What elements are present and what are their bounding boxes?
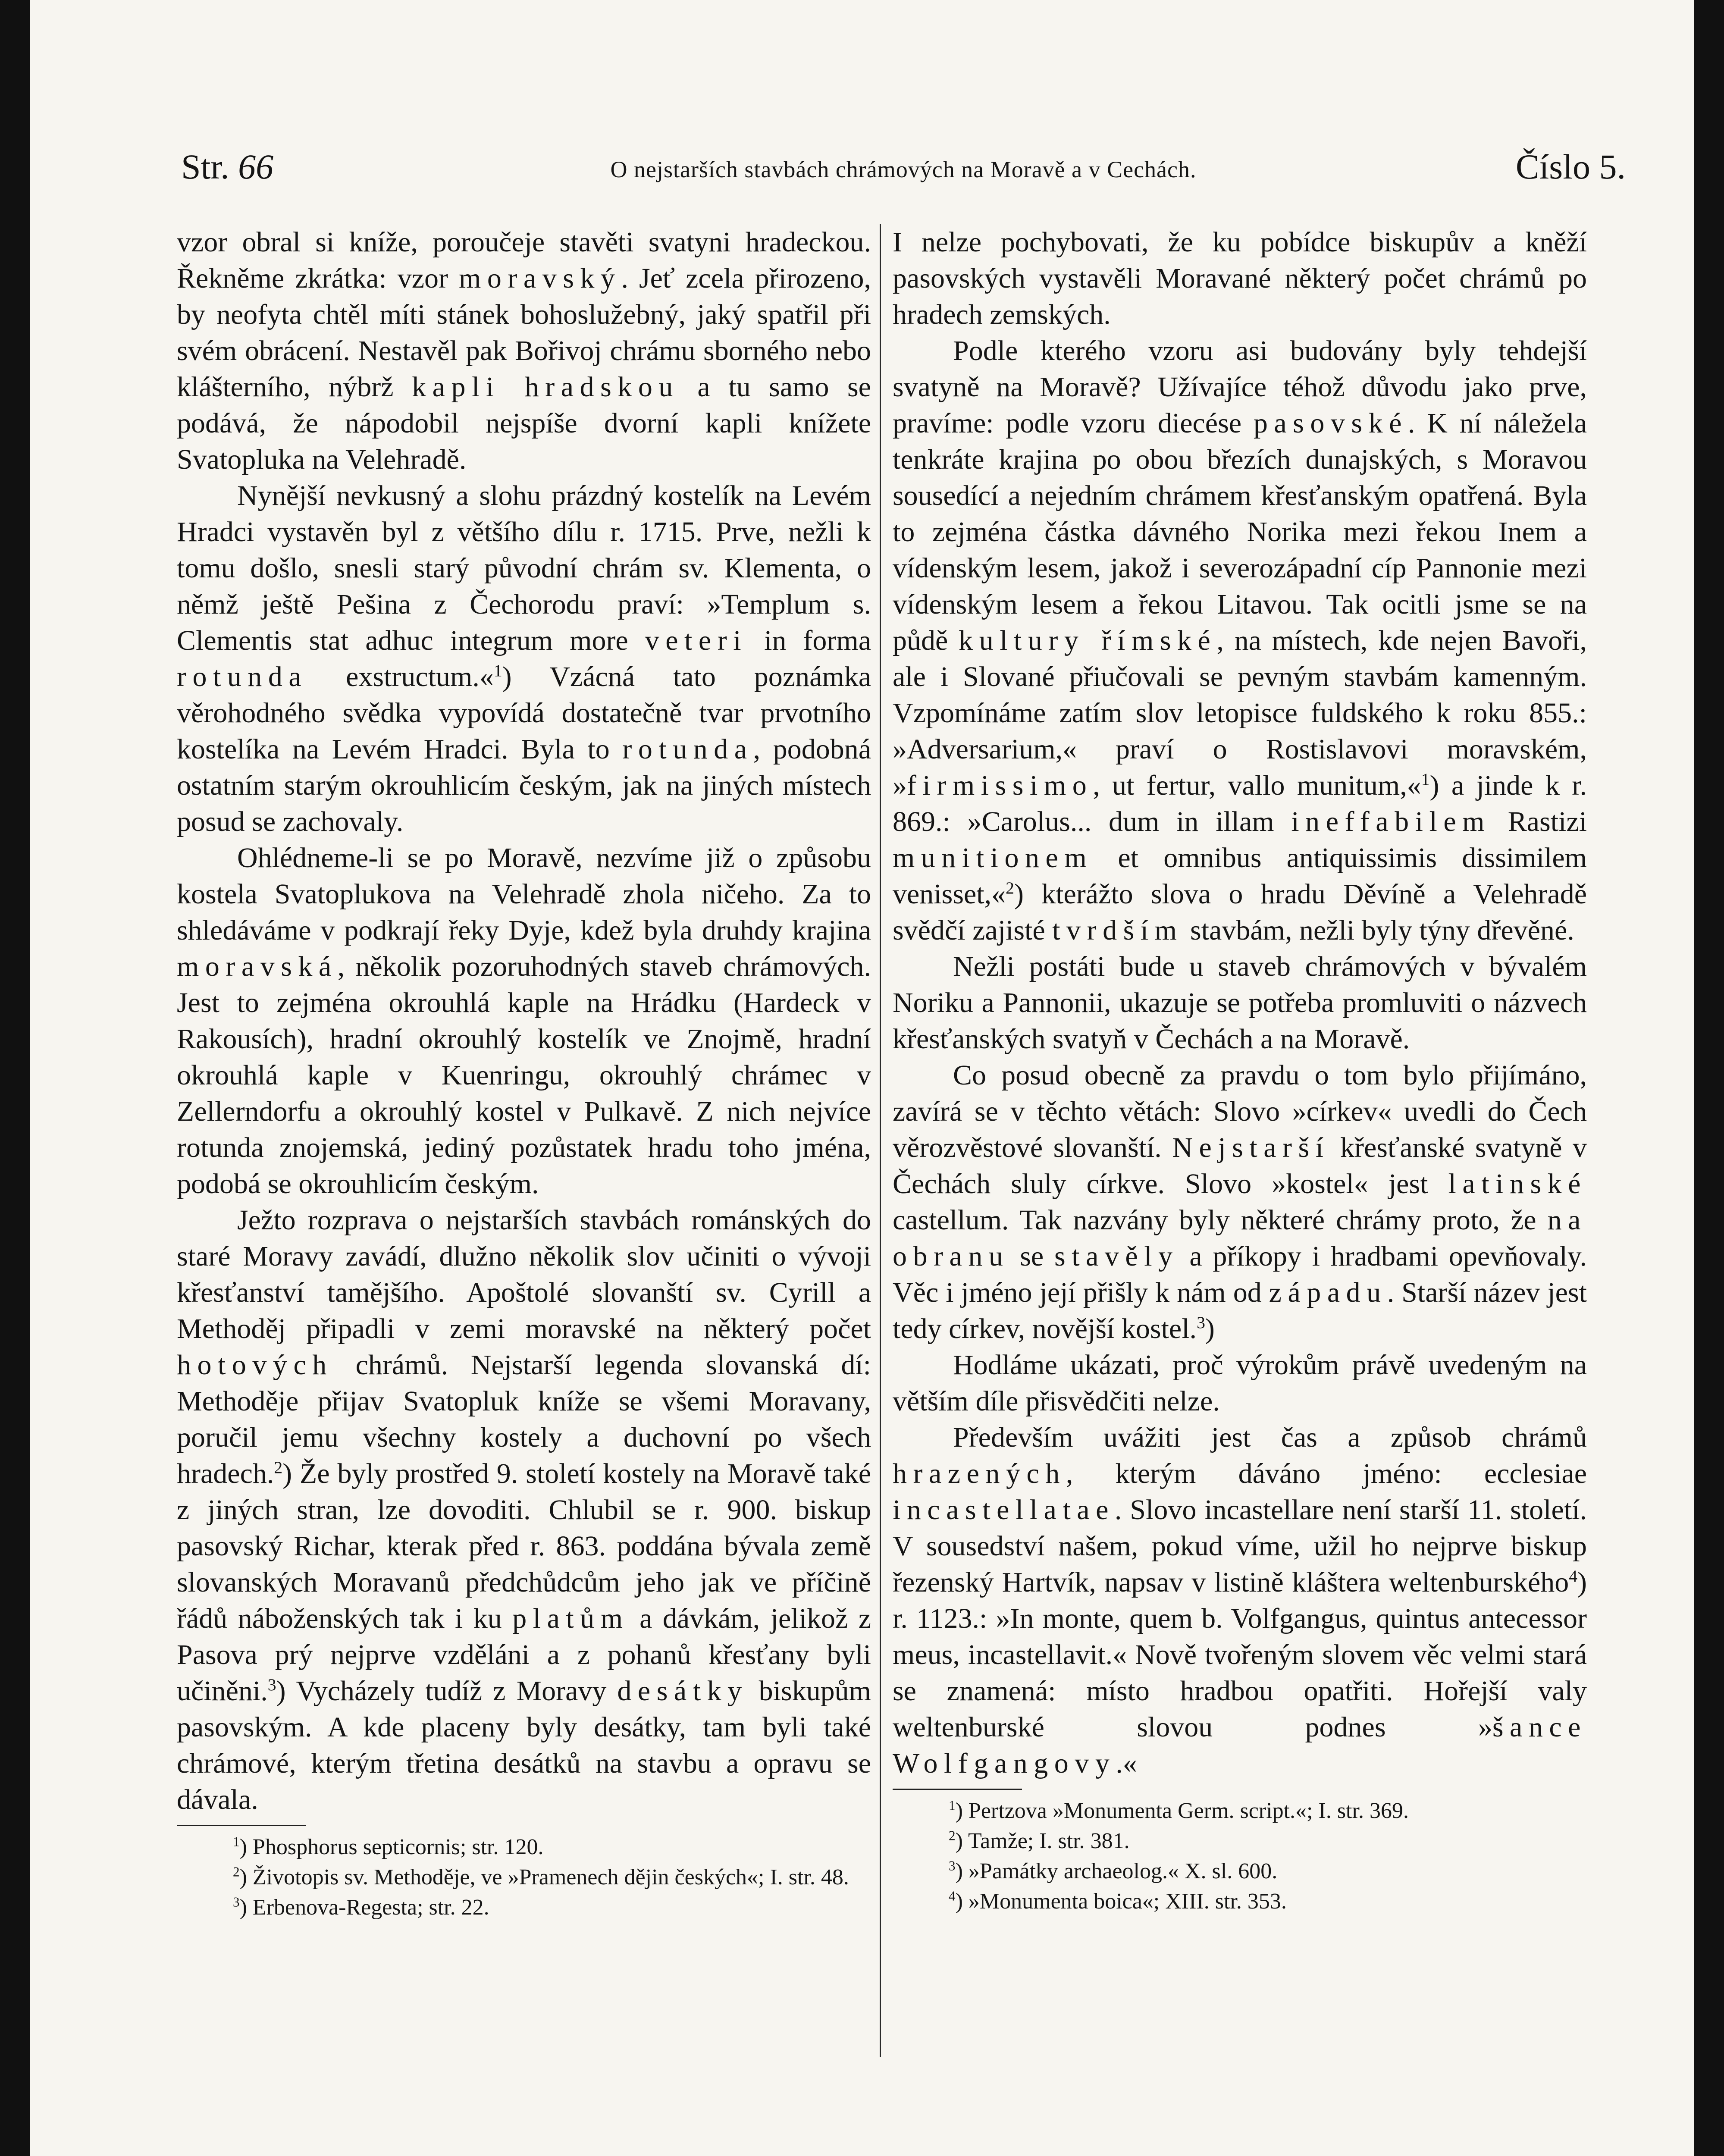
footnote: $^3$) »Památky archaeolog.« X. sl. 600. bbox=[949, 1858, 1278, 1883]
issue-number-value: 5. bbox=[1599, 147, 1626, 186]
page-label: Str. bbox=[181, 147, 229, 186]
footnote-rule bbox=[177, 1825, 306, 1826]
footnotes bbox=[893, 1796, 1587, 1917]
footnote: $^1$) Phosphorus septicornis; str. 120. bbox=[233, 1834, 544, 1859]
footnotes bbox=[177, 1832, 871, 1923]
issue-number bbox=[1516, 147, 1626, 187]
footnote: $^4$) »Monumenta boica«; XIII. str. 353. bbox=[949, 1888, 1287, 1914]
left-column bbox=[177, 224, 871, 1923]
footnote-rule bbox=[893, 1789, 1022, 1790]
scan-border-left bbox=[0, 0, 30, 2156]
page-number-value: 66 bbox=[238, 147, 274, 186]
paragraph: Hodláme ukázati, proč výrokům právě uvedeným na větším díle přisvědčiti nelze. bbox=[893, 1349, 1587, 1417]
paragraph: Ježto rozprava o nejstarších stavbách románských do staré Moravy zavádí, dlužno několik slov učiniti o vývoji křesťanství tamějšího. Apoštolé slovanští sv. Cyrill a Methoděj připadli v zemi moravské na některý počet hotových chrámů. Nejstarší legenda slovanská dí: Methoděje přijav Svatopluk kníže se všemi Moravany, poručil jemu všechny kostely a duchovní po všech hradech.$^2$) Že byly prostřed 9. století kostely na Moravě také z jiných stran, lze dovoditi. Chlubil se r. 900. biskup pasovský Richar, kterak před r. 863. poddána bývala země slovanských Moravanů předchůdcům jeho jak ve příčině řádů náboženských tak i ku platům a dávkám, jelikož z Pasova prý nejprve vzděláni a z pohanů křesťany byli učiněni.$^3$) Vycházely tudíž z Moravy desátky biskupům pasovským. A kde placeny byly desátky, tam byli také chrámové, kterým třetina desátků na stavbu a opravu se dávala. bbox=[177, 1204, 871, 1815]
issue-label: Číslo bbox=[1515, 147, 1590, 186]
paragraph: Podle kterého vzoru asi budovány byly tehdejší svatyně na Moravě? Užívajíce téhož důvodu jako prve, pravíme: podle vzoru diecése pasovské. K ní náležela tenkráte krajina po obou březích dunajských, s Moravou sousedící a nejedním chrámem křesťanským opatřená. Byla to zejména částka dávného Norika mezi řekou Inem a vídenským lesem, jakož i severozápadní cíp Pannonie mezi vídenským lesem a řekou Litavou. Tak ocitli jsme se na půdě kultury římské, na místech, kde nejen Bavoři, ale i Slované přiučovali se pevným stavbám kamenným. Vzpomínáme zatím slov letopisce fuldského k roku 855.: »Adversarium,« praví o Rostislavovi moravském, »firmissimo, ut fertur, vallo munitum,«$^1$) a jinde k r. 869.: »Carolus... dum in illam ineffabilem Rastizi munitionem et omnibus antiquissimis dissimilem venisset,«$^2$) kterážto slova o hradu Děvíně a Velehradě svědčí zajisté tvrdším stavbám, nežli byly týny dřevěné. bbox=[893, 335, 1587, 946]
page-header bbox=[181, 147, 1626, 198]
scan-border-right bbox=[1694, 0, 1724, 2156]
footnote: $^1$) Pertzova »Monumenta Germ. script.«; I. str. 369. bbox=[949, 1798, 1409, 1823]
running-title: O nejstarších stavbách chrámových na Moravě a v Cechách. bbox=[610, 157, 1197, 182]
footnote-ref: 2 bbox=[274, 1458, 283, 1477]
footnote-ref: 2 bbox=[1006, 878, 1014, 897]
footnote-ref: 3 bbox=[267, 1675, 276, 1694]
paragraph: I nelze pochybovati, že ku pobídce biskupův a kněží pasovských vystavěli Moravané některý počet chrámů po hradech zemských. bbox=[893, 226, 1587, 330]
footnote-ref: 1 bbox=[493, 661, 502, 680]
footnote-ref: 1 bbox=[1421, 770, 1430, 789]
paragraph: Především uvážiti jest čas a způsob chrámů hrazených, kterým dáváno jméno: ecclesiae incastellatae. Slovo incastellare není starší 11. století. V sousedství našem, pokud víme, užil ho nejprve biskup řezenský Hartvík, napsav v listině kláštera weltenburského$^4$) r. 1123.: »In monte, quem b. Volfgangus, quintus antecessor meus, incastellavit.« Nově tvořeným slovem věc velmi stará se znamená: místo hradbou opatřiti. Hořejší valy weltenburské slovou podnes »šance Wolfgangovy.« bbox=[893, 1422, 1587, 1779]
paragraph: vzor obral si kníže, poroučeje stavěti svatyni hradeckou. Řekněme zkrátka: vzor moravský. Jeť zcela přirozeno, by neofyta chtěl míti stánek bohoslužebný, jaký spatřil při svém obrácení. Nestavěl pak Bořivoj chrámu sborného nebo klášterního, nýbrž kapli hradskou a tu samo se podává, že nápodobil nejspíše dvorní kapli knížete Svatopluka na Velehradě. bbox=[177, 226, 871, 475]
footnote: $^3$) Erbenova-Regesta; str. 22. bbox=[233, 1894, 489, 1920]
footnote-ref: 4 bbox=[1569, 1567, 1578, 1586]
paragraph: Ohlédneme-li se po Moravě, nezvíme již o způsobu kostela Svatoplukova na Velehradě zhola ničeho. Za to shledáváme v podkrají řeky Dyje, kdež byla druhdy krajina moravská, několik pozoruhodných staveb chrámových. Jest to zejména okrouhlá kaple na Hrádku (Hardeck v Rakousích), hradní okrouhlý kostelík ve Znojmě, hradní okrouhlá kaple v Kuenringu, okrouhlý chrámec v Zellerndorfu a okrouhlý kostel v Pulkavě. Z nich nejvíce rotunda znojemská, jediný pozůstatek hradu toho jména, podobá se okrouhlicím českým. bbox=[177, 842, 871, 1200]
paragraph: Nežli postáti bude u staveb chrámových v bývalém Noriku a Pannonii, ukazuje se potřeba promluviti o názvech křesťanských svatyň v Čechách a na Moravě. bbox=[893, 951, 1587, 1055]
column-divider bbox=[880, 224, 881, 2057]
right-column bbox=[893, 224, 1587, 1917]
paragraph: Co posud obecně za pravdu o tom bylo přijímáno, zavírá se v těchto větách: Slovo »církev« uvedli do Čech věrozvěstové slovanští. Nejstarší křesťanské svatyně v Čechách sluly církve. Slovo »kostel« jest latinské castellum. Tak nazvány byly některé chrámy proto, že na obranu se stavěly a příkopy i hradbami opevňovaly. Věc i jméno její přišly k nám od západu. Starší název jest tedy církev, novější kostel.$^3$) bbox=[893, 1059, 1587, 1344]
footnote: $^2$) Tamže; I. str. 381. bbox=[949, 1828, 1130, 1853]
footnote-ref: 3 bbox=[1197, 1313, 1205, 1332]
paragraph: Nynější nevkusný a slohu prázdný kostelík na Levém Hradci vystavěn byl z většího dílu r. 1715. Prve, nežli k tomu došlo, snesli starý původní chrám sv. Klementa, o němž ještě Pešina z Čechorodu praví: »Templum s. Clementis stat adhuc integrum more veteri in forma rotunda exstructum.«$^1$) Vzácná tato poznámka věrohodného svědka vypovídá dostatečně tvar prvotního kostelíka na Levém Hradci. Byla to rotunda, podobná ostatním starým okrouhlicím českým, jak na jiných místech posud se zachovaly. bbox=[177, 480, 871, 837]
footnote: $^2$) Životopis sv. Methoděje, ve »Pramenech dějin českých«; I. str. 48. bbox=[233, 1864, 849, 1890]
